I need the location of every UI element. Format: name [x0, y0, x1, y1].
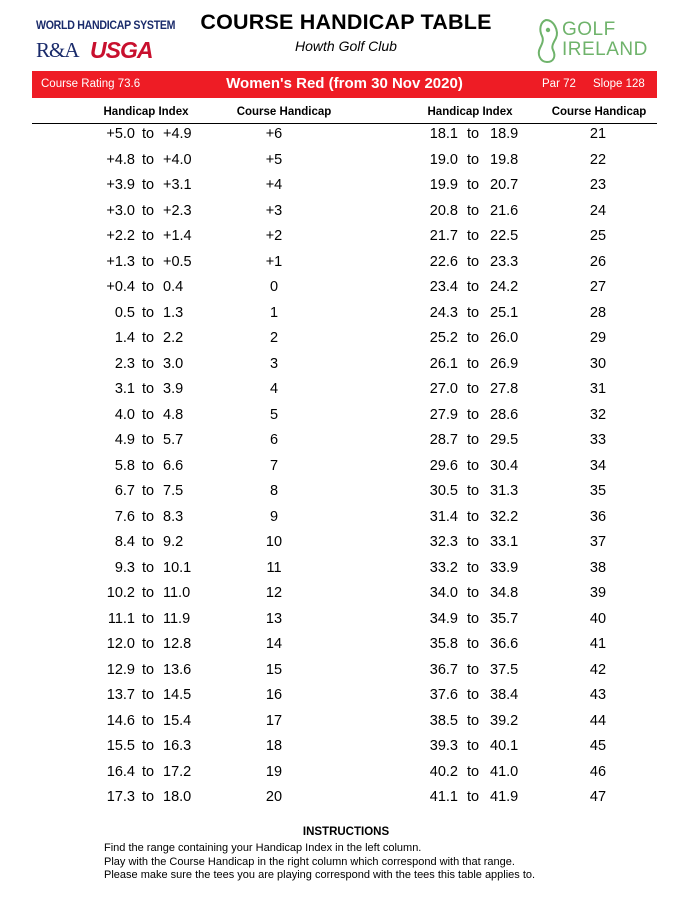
right-index-to: 35.7 [490, 610, 519, 627]
right-course-handicap: 24 [589, 202, 607, 219]
right-index-to-word: to [466, 406, 480, 423]
club-name: Howth Golf Club [295, 38, 397, 54]
table-row [0, 581, 692, 607]
right-index-to: 21.6 [490, 202, 519, 219]
right-index-to: 32.2 [490, 508, 519, 525]
right-index-to: 38.4 [490, 687, 519, 703]
left-index-from: 5.8 [114, 457, 135, 474]
right-course-handicap: 23 [589, 177, 607, 193]
table-row [0, 709, 692, 735]
left-index-from: 4.0 [114, 406, 135, 423]
table-row [0, 658, 692, 684]
left-index-to: 7.5 [163, 483, 184, 499]
whs-logo [36, 20, 176, 64]
right-index-to: 34.8 [490, 585, 519, 601]
left-course-handicap: 6 [269, 432, 279, 448]
right-index-to: 22.5 [490, 228, 519, 244]
left-index-to: 12.8 [163, 636, 192, 652]
table-row [0, 173, 692, 199]
left-index-to: 0.4 [163, 279, 184, 295]
usga-logo: USGA [90, 37, 153, 63]
left-index-from: 1.4 [114, 330, 135, 346]
right-index-to: 33.1 [490, 534, 519, 550]
left-index-to-word: to [141, 406, 155, 423]
left-handicap-index-header: Handicap Index [103, 106, 189, 118]
right-index-to: 28.6 [490, 406, 519, 423]
golf-ireland-logo [536, 18, 676, 66]
table-row [0, 454, 692, 480]
handicap-table [0, 122, 692, 811]
right-index-from: 33.2 [429, 559, 458, 576]
right-index-to: 19.8 [490, 151, 519, 168]
right-course-handicap: 32 [589, 406, 607, 423]
left-index-to: 16.3 [163, 738, 192, 754]
right-index-to-word: to [466, 738, 480, 754]
left-index-to-word: to [141, 151, 155, 168]
right-index-to-word: to [466, 381, 480, 397]
right-index-to: 39.2 [490, 712, 519, 729]
left-index-to-word: to [141, 279, 155, 295]
left-index-to: 2.2 [163, 330, 184, 346]
left-course-handicap: 18 [265, 738, 283, 754]
right-index-to-word: to [466, 534, 480, 550]
left-index-to-word: to [141, 636, 155, 652]
left-index-to: +2.3 [163, 202, 192, 219]
left-course-handicap: 17 [265, 712, 283, 729]
right-index-from: 20.8 [429, 202, 458, 219]
right-index-from: 25.2 [429, 330, 458, 346]
left-index-to: 11.9 [163, 610, 191, 627]
right-index-from: 40.2 [429, 763, 458, 780]
left-index-from: +3.9 [106, 177, 135, 193]
right-index-to: 41.9 [490, 789, 519, 805]
left-index-to: 6.6 [163, 457, 184, 474]
instruction-line: Find the range containing your Handicap Index in the left column. [104, 842, 422, 854]
left-course-handicap: 3 [269, 355, 279, 372]
right-index-to-word: to [466, 330, 480, 346]
right-index-to-word: to [466, 177, 480, 193]
left-course-handicap: 7 [269, 457, 279, 474]
left-course-handicap: 12 [265, 585, 283, 601]
slope-value: Slope 128 [593, 78, 645, 90]
left-course-handicap: 4 [269, 381, 279, 397]
right-index-to-word: to [466, 151, 480, 168]
right-index-from: 29.6 [429, 457, 458, 474]
right-index-to-word: to [466, 712, 480, 729]
left-index-from: 14.6 [106, 712, 135, 729]
right-index-to-word: to [466, 253, 480, 270]
left-index-to: 18.0 [163, 789, 192, 805]
right-index-to: 40.1 [490, 738, 519, 754]
left-course-handicap: 5 [269, 406, 279, 423]
right-course-handicap: 39 [589, 585, 607, 601]
left-index-from: 11.1 [107, 610, 135, 627]
right-course-handicap: 22 [589, 151, 607, 168]
right-index-to: 41.0 [490, 763, 519, 780]
right-index-from: 34.9 [429, 610, 458, 627]
left-index-to-word: to [141, 126, 155, 142]
right-index-to: 26.9 [490, 355, 519, 372]
left-index-to: 17.2 [163, 763, 192, 780]
left-index-to-word: to [141, 381, 155, 397]
right-course-handicap: 46 [589, 763, 607, 780]
left-index-to-word: to [141, 508, 155, 525]
right-index-from: 32.3 [429, 534, 458, 550]
table-row [0, 275, 692, 301]
left-index-to-word: to [141, 789, 155, 805]
right-course-handicap: 44 [589, 712, 607, 729]
right-index-to: 31.3 [490, 483, 519, 499]
right-index-to-word: to [466, 508, 480, 525]
left-index-to-word: to [141, 304, 155, 321]
left-course-handicap: +1 [265, 253, 283, 270]
table-row [0, 224, 692, 250]
left-index-from: +5.0 [106, 126, 135, 142]
left-index-to: +3.1 [163, 177, 192, 193]
left-index-to-word: to [141, 432, 155, 448]
right-course-handicap-header: Course Handicap [551, 106, 647, 118]
left-index-from: 8.4 [114, 534, 135, 550]
left-index-to-word: to [141, 228, 155, 244]
right-index-to-word: to [466, 636, 480, 652]
instructions-title: INSTRUCTIONS [302, 826, 390, 838]
right-index-to: 24.2 [490, 279, 519, 295]
table-row [0, 556, 692, 582]
right-index-to-word: to [466, 304, 480, 321]
right-index-to: 18.9 [490, 126, 519, 142]
right-index-from: 19.0 [429, 151, 458, 168]
left-index-from: 17.3 [106, 789, 135, 805]
left-course-handicap: 1 [269, 304, 279, 321]
table-row [0, 428, 692, 454]
left-course-handicap: 16 [265, 687, 283, 703]
left-index-from: 13.7 [106, 687, 135, 703]
right-index-from: 19.9 [429, 177, 458, 193]
right-index-to-word: to [466, 202, 480, 219]
left-index-from: 4.9 [114, 432, 135, 448]
left-course-handicap: 11 [266, 559, 282, 576]
right-course-handicap: 36 [589, 508, 607, 525]
left-index-to: 11.0 [163, 585, 191, 601]
table-row [0, 530, 692, 556]
table-row [0, 250, 692, 276]
right-index-to-word: to [466, 585, 480, 601]
left-index-to-word: to [141, 483, 155, 499]
right-course-handicap: 42 [589, 661, 607, 678]
right-course-handicap: 21 [589, 126, 607, 142]
right-course-handicap: 31 [589, 381, 607, 397]
right-course-handicap: 38 [589, 559, 607, 576]
right-index-to: 37.5 [490, 661, 519, 678]
left-index-to-word: to [141, 457, 155, 474]
right-course-handicap: 27 [589, 279, 607, 295]
right-index-to-word: to [466, 279, 480, 295]
left-index-to-word: to [141, 253, 155, 270]
instruction-line: Play with the Course Handicap in the right column which correspond with that range. [104, 855, 515, 868]
table-row [0, 734, 692, 760]
left-index-to: +4.9 [163, 126, 192, 142]
right-index-to-word: to [466, 126, 480, 142]
right-index-to-word: to [466, 661, 480, 678]
left-index-from: +4.8 [106, 151, 135, 168]
left-index-to-word: to [141, 585, 155, 601]
left-course-handicap: +5 [265, 151, 283, 168]
right-course-handicap: 30 [589, 355, 607, 372]
right-index-from: 27.9 [429, 406, 458, 423]
randa-logo: R&A [36, 38, 79, 62]
right-index-from: 30.5 [429, 483, 458, 499]
right-index-to-word: to [466, 432, 480, 448]
left-course-handicap: 0 [269, 279, 279, 295]
right-index-from: 38.5 [429, 712, 458, 729]
right-index-to-word: to [466, 483, 480, 499]
table-row [0, 148, 692, 174]
right-index-to: 23.3 [490, 253, 519, 270]
right-index-to-word: to [466, 610, 480, 627]
left-index-to: 13.6 [163, 661, 192, 678]
left-index-from: 2.3 [114, 355, 135, 372]
right-index-to: 33.9 [490, 559, 519, 576]
right-course-handicap: 41 [589, 636, 607, 652]
right-course-handicap: 45 [589, 738, 607, 754]
table-row [0, 122, 692, 148]
table-row [0, 505, 692, 531]
left-course-handicap: 13 [265, 610, 283, 627]
table-row [0, 785, 692, 811]
golf-ireland-line2: IRELAND [562, 39, 648, 60]
left-index-to: +4.0 [163, 151, 192, 168]
right-index-from: 23.4 [429, 279, 458, 295]
right-index-to-word: to [466, 457, 480, 474]
right-course-handicap: 35 [589, 483, 607, 499]
left-index-from: 12.0 [106, 636, 135, 652]
left-index-to-word: to [141, 763, 155, 780]
table-row [0, 403, 692, 429]
left-course-handicap: 10 [265, 534, 283, 550]
left-index-to-word: to [141, 355, 155, 372]
table-row [0, 760, 692, 786]
left-index-from: +0.4 [106, 279, 135, 295]
table-row [0, 683, 692, 709]
left-course-handicap: +2 [265, 228, 283, 244]
right-course-handicap: 37 [589, 534, 607, 550]
left-index-to: 3.9 [163, 381, 184, 397]
table-row [0, 607, 692, 633]
left-index-from: 10.2 [106, 585, 135, 601]
page-title: COURSE HANDICAP TABLE [200, 10, 492, 34]
left-index-to: 10.1 [163, 559, 192, 576]
right-course-handicap: 28 [589, 304, 607, 321]
left-index-from: +3.0 [106, 202, 135, 219]
left-course-handicap: 9 [269, 508, 279, 525]
left-index-to: 1.3 [163, 304, 184, 321]
table-row [0, 632, 692, 658]
left-index-from: 15.5 [106, 738, 135, 754]
left-index-from: 7.6 [114, 508, 135, 525]
right-index-from: 21.7 [429, 228, 458, 244]
left-index-from: +1.3 [106, 253, 135, 270]
right-index-from: 22.6 [429, 253, 458, 270]
instructions-text [104, 842, 535, 883]
left-index-to-word: to [141, 610, 155, 627]
table-row [0, 326, 692, 352]
left-index-to: 15.4 [163, 712, 192, 729]
table-row [0, 377, 692, 403]
right-index-to-word: to [466, 228, 480, 244]
right-index-to: 29.5 [490, 432, 519, 448]
right-index-to: 20.7 [490, 177, 519, 193]
right-index-from: 31.4 [429, 508, 458, 525]
left-index-to: 8.3 [163, 508, 184, 525]
left-index-to: +0.5 [163, 253, 192, 270]
left-course-handicap: +4 [265, 177, 283, 193]
tee-name: Women's Red (from 30 Nov 2020) [226, 75, 463, 92]
right-index-to: 27.8 [490, 381, 519, 397]
right-course-handicap: 43 [589, 687, 607, 703]
course-rating: Course Rating 73.6 [41, 78, 141, 90]
right-index-to-word: to [466, 763, 480, 780]
right-index-to: 25.1 [490, 304, 519, 321]
left-course-handicap: 20 [265, 789, 283, 805]
left-course-handicap: +3 [265, 202, 283, 219]
left-index-from: 6.7 [114, 483, 135, 499]
right-index-from: 35.8 [429, 636, 458, 652]
right-index-to: 36.6 [490, 636, 519, 652]
left-index-to-word: to [141, 534, 155, 550]
right-handicap-index-header: Handicap Index [427, 106, 513, 118]
table-row [0, 301, 692, 327]
right-index-from: 24.3 [429, 304, 458, 321]
golf-ireland-line1: GOLF [562, 19, 616, 40]
left-course-handicap: 2 [269, 330, 279, 346]
right-index-from: 37.6 [429, 687, 458, 703]
table-row [0, 479, 692, 505]
right-index-to-word: to [466, 355, 480, 372]
left-index-to-word: to [141, 738, 155, 754]
left-index-to-word: to [141, 559, 155, 576]
instruction-line: Please make sure the tees you are playing correspond with the tees this table applies to. [104, 869, 536, 881]
right-index-from: 34.0 [429, 585, 458, 601]
left-index-to-word: to [141, 712, 155, 729]
left-index-from: 16.4 [106, 763, 135, 780]
right-course-handicap: 33 [589, 432, 607, 448]
right-index-from: 39.3 [429, 738, 458, 754]
left-index-to: 5.7 [163, 432, 184, 448]
left-index-to-word: to [141, 202, 155, 219]
table-row [0, 352, 692, 378]
left-index-from: +2.2 [106, 228, 135, 244]
left-course-handicap: +6 [265, 126, 283, 142]
right-course-handicap: 29 [589, 330, 607, 346]
left-index-to: +1.4 [163, 228, 192, 244]
left-index-to: 3.0 [163, 355, 184, 372]
right-course-handicap: 34 [589, 457, 607, 474]
right-index-from: 27.0 [429, 381, 458, 397]
right-index-from: 26.1 [429, 355, 458, 372]
right-index-from: 41.1 [429, 789, 458, 805]
right-index-to-word: to [466, 559, 480, 576]
right-course-handicap: 47 [589, 789, 607, 805]
right-course-handicap: 40 [589, 610, 607, 627]
left-index-to: 9.2 [163, 534, 184, 550]
left-index-to: 14.5 [163, 687, 192, 703]
left-course-handicap: 19 [265, 763, 283, 780]
left-course-handicap: 15 [265, 661, 283, 678]
right-index-from: 28.7 [429, 432, 458, 448]
left-index-from: 9.3 [114, 559, 135, 576]
right-index-to-word: to [466, 687, 480, 703]
par-value: Par 72 [542, 78, 576, 90]
tee-banner [32, 71, 657, 98]
right-course-handicap: 26 [589, 253, 607, 270]
right-index-to: 26.0 [490, 330, 519, 346]
right-course-handicap: 25 [589, 228, 607, 244]
right-index-to: 30.4 [490, 457, 519, 474]
left-course-handicap: 8 [269, 483, 279, 499]
left-course-handicap: 14 [265, 636, 283, 652]
left-index-to-word: to [141, 687, 155, 703]
right-index-to-word: to [466, 789, 480, 805]
right-index-from: 36.7 [429, 661, 458, 678]
left-index-to-word: to [141, 661, 155, 678]
left-index-from: 0.5 [114, 304, 135, 321]
left-index-from: 12.9 [106, 661, 135, 678]
left-index-from: 3.1 [114, 381, 135, 397]
left-course-handicap-header: Course Handicap [236, 106, 332, 118]
left-index-to-word: to [141, 330, 155, 346]
table-row [0, 199, 692, 225]
left-index-to: 4.8 [163, 406, 184, 423]
left-index-to-word: to [141, 177, 155, 193]
right-index-from: 18.1 [429, 126, 458, 142]
whs-logo-text: WORLD HANDICAP SYSTEM [36, 20, 176, 32]
